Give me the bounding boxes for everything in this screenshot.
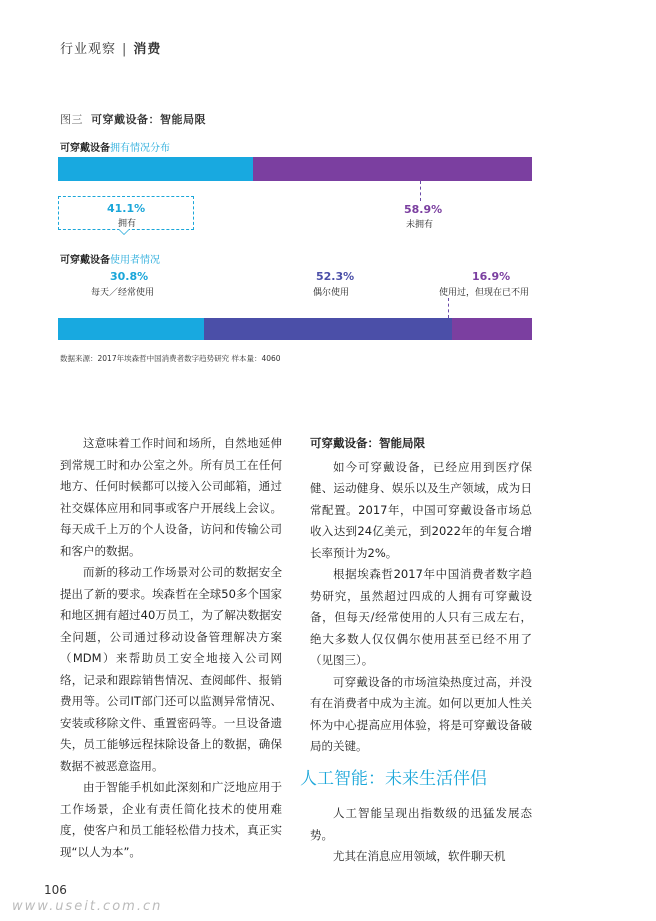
owned-value-label: 41.1% (107, 202, 146, 215)
right-text-column (310, 433, 532, 758)
usage-label-rest: 使用者情况 (110, 255, 160, 266)
figure-source: 数据来源：2017年埃森哲中国消费者数字趋势研究 样本量：4060 (60, 354, 281, 363)
ownership-bar (58, 157, 532, 181)
left-paragraph-2: 而新的移动工作场景对公司的数据安全提出了新的要求。埃森哲在全球50多个国家和地区拥有超过40万员工，为了解决数据安全问题，公司通过移动设备管理解决方案（MDM）来帮助员工安全地接入公司网络，记录和跟踪销售情况、查阅邮件、报销费用等。公司IT部门还可以监测异常情况、安装或移除文件、重置密码等。一旦设备遗失，员工能够远程抹除设备上的数据，确保数据不被恶意盗用。 (60, 565, 282, 773)
not-owned-value-label: 58.9% (404, 203, 443, 216)
left-paragraph-1: 这意味着工作时间和场所，自然地延伸到常规工时和办公室之外。所有员工在任何地方、任何时候都可以接入公司邮箱，通过社交媒体应用和同事或客户开展线上会议。每天成千上万的个人设备，访问和传输公司和客户的数据。 (60, 436, 282, 558)
figure-title (60, 111, 206, 127)
header-category: 消费 (133, 42, 162, 57)
ai-section-heading: 人工智能：未来生活伴侣 (300, 769, 487, 789)
watermark: www.useit.com.cn (12, 899, 163, 914)
right-paragraph-2: 根据埃森哲2017年中国消费者数字趋势研究，虽然超过四成的人拥有可穿戴设备，但每天/经常使用的人只有三成左右，绝大多数人仅仅偶尔使用甚至已经不用了（见图三）。 (310, 567, 532, 667)
occasional-use-category-label: 偶尔使用 (313, 288, 350, 298)
ownership-label-rest: 拥有情况分布 (110, 143, 170, 154)
not-owned-leader-line (420, 181, 421, 201)
ownership-bar-segment-1 (58, 157, 253, 181)
ownership-bar-segment-2 (253, 157, 532, 181)
figure-name: 可穿戴设备：智能局限 (91, 113, 206, 126)
usage-chart-label (60, 251, 160, 266)
owned-category-label: 拥有 (118, 219, 137, 229)
stopped-use-category-label: 使用过，但现在已不用 (439, 288, 530, 298)
not-owned-category-label: 未拥有 (406, 220, 434, 230)
ownership-label-bold: 可穿戴设备 (60, 143, 110, 154)
ai-paragraph-1: 人工智能呈现出指数级的迅猛发展态势。 (310, 806, 532, 842)
right-paragraph-3: 可穿戴设备的市场渲染热度过高，并没有在消费者中成为主流。如何以更加人性关怀为中心提高应用体验，将是可穿戴设备破局的关键。 (310, 674, 532, 753)
usage-bar-segment-1 (58, 318, 204, 340)
left-text-column (60, 433, 282, 863)
usage-bar-segment-2 (204, 318, 452, 340)
stopped-use-leader-line (448, 298, 449, 318)
right-paragraph-1: 如今可穿戴设备，已经应用到医疗保健、运动健身、娱乐以及生产领域，成为日常配置。2017年，中国可穿戴设备市场总收入达到24亿美元，到2022年的年复合增长率预计为2%。 (310, 459, 532, 560)
usage-bar-segment-3 (452, 318, 532, 340)
page-header (60, 38, 161, 57)
right-subheading: 可穿戴设备：智能局限 (310, 436, 425, 450)
stopped-use-value-label: 16.9% (472, 270, 511, 283)
page-number: 106 (44, 883, 67, 897)
ai-paragraph-2: 尤其在消息应用领域，软件聊天机 (333, 849, 506, 863)
header-section: 行业观察 (60, 42, 117, 57)
ownership-chart-label (60, 139, 170, 154)
occasional-use-value-label: 52.3% (316, 270, 355, 283)
daily-use-category-label: 每天／经常使用 (91, 288, 155, 298)
left-paragraph-3: 由于智能手机如此深刻和广泛地应用于工作场景，企业有责任简化技术的使用难度，使客户和员工能轻松借力技术，真正实现“以人为本”。 (60, 780, 282, 859)
daily-use-value-label: 30.8% (110, 270, 149, 283)
header-separator: | (122, 42, 128, 57)
figure-number: 图三 (60, 113, 83, 126)
ai-text-column (310, 803, 532, 868)
usage-bar (58, 318, 532, 340)
usage-label-bold: 可穿戴设备 (60, 255, 110, 266)
owned-callout-pointer-inner (119, 229, 129, 234)
